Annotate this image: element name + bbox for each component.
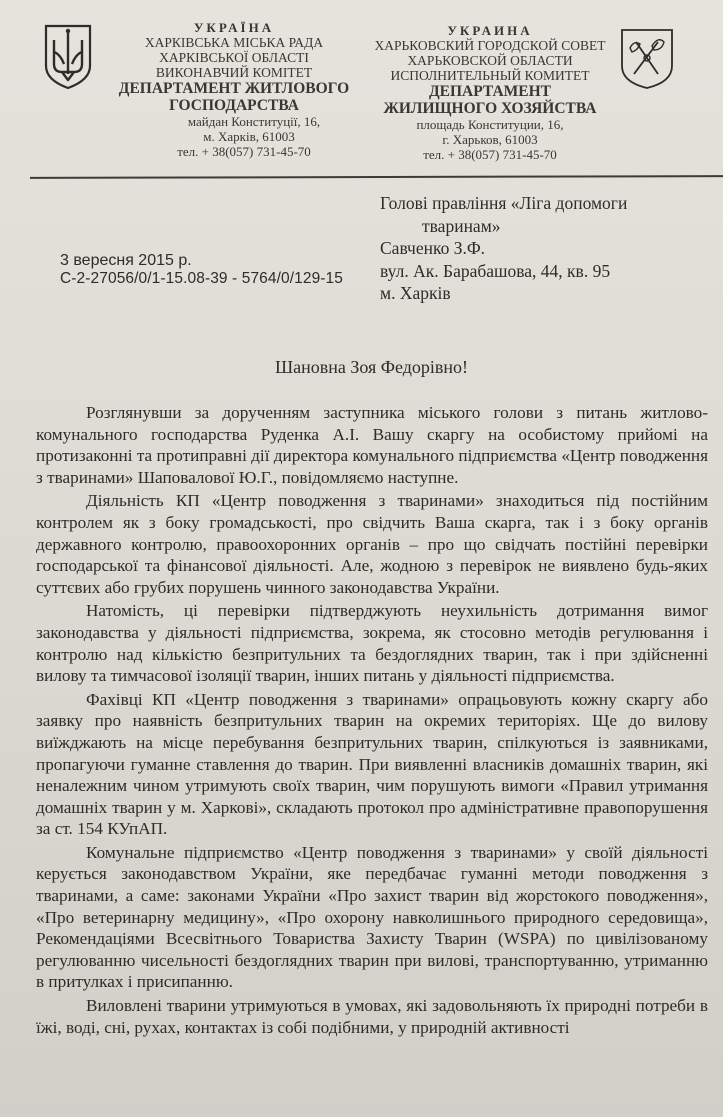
header-russian bbox=[365, 23, 615, 162]
body-paragraph: Фахівці КП «Центр поводження з тваринами» опрацьовують кожну скаргу або заявку про наявність безпритульних тварин на окремих територіях. Ще до вилову виїжджають на місце перебування безпритульних тварин, спілкуються із заявниками, пропагуючи гуманне ставлення до тварин. При виявленні власників домашніх тварин, які неналежним чином утримують своїх тварин, чим порушують вимоги «Правил утримання домашніх тварин у м. Харкові», складають протокол про адміністративне правопорушення за ст. 154 КУпАП. bbox=[36, 689, 708, 839]
header-left-phone: тел. + 38(057) 731-45-70 bbox=[177, 144, 311, 159]
header-left-address: м. Харків, 61003 bbox=[203, 129, 295, 144]
header-left-address: майдан Конституції, 16, bbox=[187, 114, 321, 129]
body-paragraph: Комунальне підприємство «Центр поводження з тваринами» у своїй діяльності керується законодавством України, яке передбачає гуманні методи поводження з тваринами, а саме: законами України «Про захист тварин від жорстокого поводження», «Про ветеринарну медицину», «Про охорону навколишнього природного середовища», Рекомендаціями Всесвітнього Товариства Захисту Тварин (WSPA) по цивілізованому регулюванню чисельності бездоглядних тварин при вилові, транспортуванню, утриманню в притулках і присипанню. bbox=[36, 842, 708, 992]
header-right-line: ХАРЬКОВСКИЙ ГОРОДСКОЙ СОВЕТ bbox=[374, 38, 606, 53]
header-right-line: ХАРЬКОВСКОЙ ОБЛАСТИ bbox=[407, 53, 573, 68]
letter-reference-number: С-2-27056/0/1-15.08-39 - 5764/0/129-15 bbox=[60, 270, 343, 287]
header-ukrainian bbox=[108, 20, 360, 159]
body-paragraph: Розглянувши за дорученням заступника міського голови з питань житлово-комунального господарства Руденка А.І. Вашу скаргу на особистому прийомі на протизаконні та протиправні дії директора комунального підприємства «Центр поводження з тваринами» Шаповалової Ю.Г., повідомляємо наступне. bbox=[36, 403, 708, 487]
header-right-address: г. Харьков, 61003 bbox=[442, 132, 538, 147]
header-right-address: площадь Конституции, 16, bbox=[416, 117, 564, 132]
body-paragraph: Натомість, ці перевірки підтверджують неухильність дотримання вимог законодавства у діяльності підприємства, зокрема, як стосовно методів регулювання і контролю над кількістю безпритульних та бездоглядних тварин, так і при здійсненні вилову та тимчасової ізоляції тварин, інших питань у діяльності підприємства. bbox=[36, 601, 708, 686]
kharkiv-coat-of-arms-icon bbox=[618, 26, 676, 90]
salutation: Шановна Зоя Федорівно! bbox=[274, 357, 469, 377]
letter-body bbox=[36, 402, 708, 1040]
header-left-department: ГОСПОДАРСТВА bbox=[169, 97, 299, 114]
body-paragraph: Діяльність КП «Центр поводження з тваринами» знаходиться під постійним контролем як з боку громадськості, про свідчить Ваша скарга, так і з боку органів державного контролю, правоохоронних органів – про що свідчать постійні перевірки господарської та фінансової діяльності. Але, жодною з перевірок не виявлено будь-яких суттєвих або грубих порушень чинного законодавства України. bbox=[36, 491, 708, 597]
header-left-line: ХАРКІВСЬКОЇ ОБЛАСТІ bbox=[159, 50, 309, 65]
addressee-city: м. Харків bbox=[380, 283, 451, 303]
header-divider bbox=[30, 175, 723, 179]
header-left-line: ХАРКІВСЬКА МІСЬКА РАДА bbox=[144, 35, 324, 50]
trident-emblem-icon bbox=[40, 22, 96, 90]
header-right-line: ИСПОЛНИТЕЛЬНЫЙ КОМИТЕТ bbox=[390, 68, 590, 83]
addressee-line: тваринам» bbox=[422, 215, 501, 236]
letter-date: 3 вересня 2015 р. bbox=[60, 252, 192, 269]
addressee-name: Савченко З.Ф. bbox=[380, 238, 486, 258]
addressee-line: Голові правління «Ліга допомоги bbox=[380, 193, 628, 213]
header-right-country: УКРАИНА bbox=[447, 23, 533, 38]
header-right-department: ЖИЛИЩНОГО ХОЗЯЙСТВА bbox=[383, 100, 597, 117]
body-paragraph: Виловлені тварини утримуються в умовах, які задовольняють їх природні потреби в їжі, воді, сні, рухах, контактах із собі подібними, у природній активності bbox=[36, 996, 708, 1037]
header-right-phone: тел. + 38(057) 731-45-70 bbox=[423, 147, 557, 162]
addressee-block bbox=[380, 192, 710, 305]
addressee-street: вул. Ак. Барабашова, 44, кв. 95 bbox=[380, 260, 611, 281]
header-left-department: ДЕПАРТАМЕНТ ЖИТЛОВОГО bbox=[118, 80, 350, 97]
header-left-line: ВИКОНАВЧИЙ КОМІТЕТ bbox=[155, 65, 313, 80]
header-right-department: ДЕПАРТАМЕНТ bbox=[428, 83, 552, 100]
header-left-country: УКРАЇНА bbox=[193, 20, 275, 35]
